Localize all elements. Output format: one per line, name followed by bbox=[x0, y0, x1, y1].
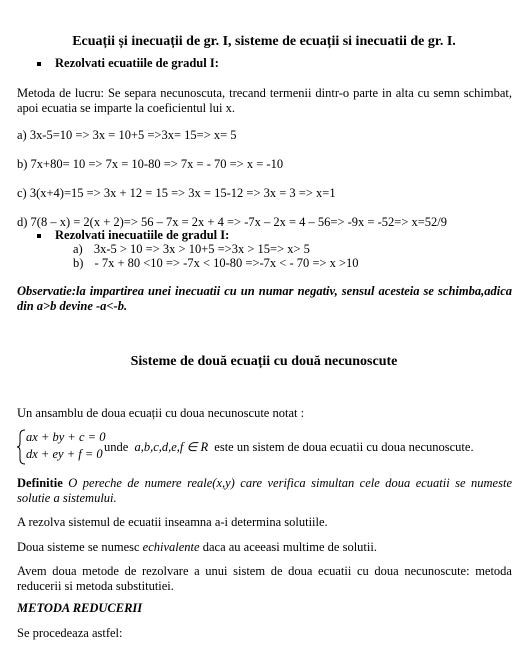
inequality-a-text: 3x-5 > 10 => 3x > 10+5 =>3x > 15=> x> 5 bbox=[93, 242, 310, 256]
system-block bbox=[17, 428, 512, 466]
bullet-inequalities-label: Rezolvati inecuatiile de gradul I: bbox=[55, 228, 230, 242]
equivalent-suffix: daca au aceeasi multime de solutii. bbox=[199, 540, 377, 554]
bullet-inequalities bbox=[37, 228, 512, 243]
inequality-a-label: a) bbox=[73, 242, 83, 256]
equivalent-paragraph bbox=[17, 540, 512, 555]
page-title: Ecuații și inecuații de gr. I, sisteme de ecuații si inecuatii de gr. I. bbox=[72, 34, 456, 49]
equation-c: c) 3(x+4)=15 => 3x + 12 = 15 => 3x = 15-12 => 3x = 3 => x=1 bbox=[17, 186, 336, 200]
definition-label: Definitie bbox=[17, 476, 63, 490]
observation: Observatie:la impartirea unei inecuatii cu un numar negativ, sensul acesteia se schimba,adica din a>b devine -a<-b. bbox=[17, 284, 512, 313]
system-where-suffix: este un sistem de doua ecuatii cu doua necunoscute. bbox=[214, 440, 474, 454]
bullet-icon bbox=[37, 62, 41, 66]
section-title: Sisteme de două ecuații cu două necunoscute bbox=[130, 354, 398, 369]
equation-b: b) 7x+80= 10 => 7x = 10-80 => 7x = - 70 => x = -10 bbox=[17, 157, 284, 171]
bullet-equations-label: Rezolvati ecuatiile de gradul I: bbox=[55, 56, 219, 70]
inequality-a bbox=[73, 242, 512, 257]
system-equation-1: ax + by + c = 0 bbox=[26, 430, 106, 444]
solve-paragraph: A rezolva sistemul de ecuatii inseamna a-i determina solutiile. bbox=[17, 515, 328, 529]
equivalent-prefix: Doua sisteme se numesc bbox=[17, 540, 143, 554]
inequality-b bbox=[73, 256, 512, 271]
inequality-b-label: b) bbox=[73, 256, 84, 270]
equation-a: a) 3x-5=10 => 3x = 10+5 =>3x= 15=> x= 5 bbox=[17, 128, 237, 142]
equation-d: d) 7(8 – x) = 2(x + 2)=> 56 – 7x = 2x + 4 => -7x – 2x = 4 – 56=> -9x = -52=> x=52/9 bbox=[17, 215, 448, 229]
method-heading: METODA REDUCERII bbox=[17, 601, 143, 615]
intro-paragraph: Un ansamblu de doua ecuații cu doua necunoscute notat : bbox=[17, 406, 305, 420]
system-where-vars: a,b,c,d,e,f ∈ R bbox=[134, 440, 209, 454]
system-equation-2: dx + ey + f = 0 bbox=[26, 447, 103, 461]
bullet-equations bbox=[37, 56, 512, 71]
inequality-b-text: - 7x + 80 <10 => -7x < 10-80 =>-7x < - 70 => x >10 bbox=[94, 256, 359, 270]
equivalent-term: echivalente bbox=[142, 540, 200, 554]
procedure-paragraph: Se procedeaza astfel: bbox=[17, 626, 123, 640]
method-paragraph: Metoda de lucru: Se separa necunoscuta, trecand termenii dintr-o parte in alta cu semn schimbat, apoi ecuatia se imparte la coeficientul lui x. bbox=[17, 86, 512, 115]
system-where bbox=[104, 439, 474, 455]
definition-paragraph bbox=[17, 476, 512, 506]
bullet-icon bbox=[37, 234, 41, 238]
definition-text: O pereche de numere reale(x,y) care verifica simultan cele doua ecuatii se numeste solutie a sistemului. bbox=[17, 476, 512, 505]
methods-paragraph: Avem doua metode de rezolvare a unui sistem de doua ecuatii cu doua necunoscute: metoda reducerii si metoda substitutiei. bbox=[17, 564, 512, 593]
system-where-prefix: unde bbox=[104, 440, 129, 454]
